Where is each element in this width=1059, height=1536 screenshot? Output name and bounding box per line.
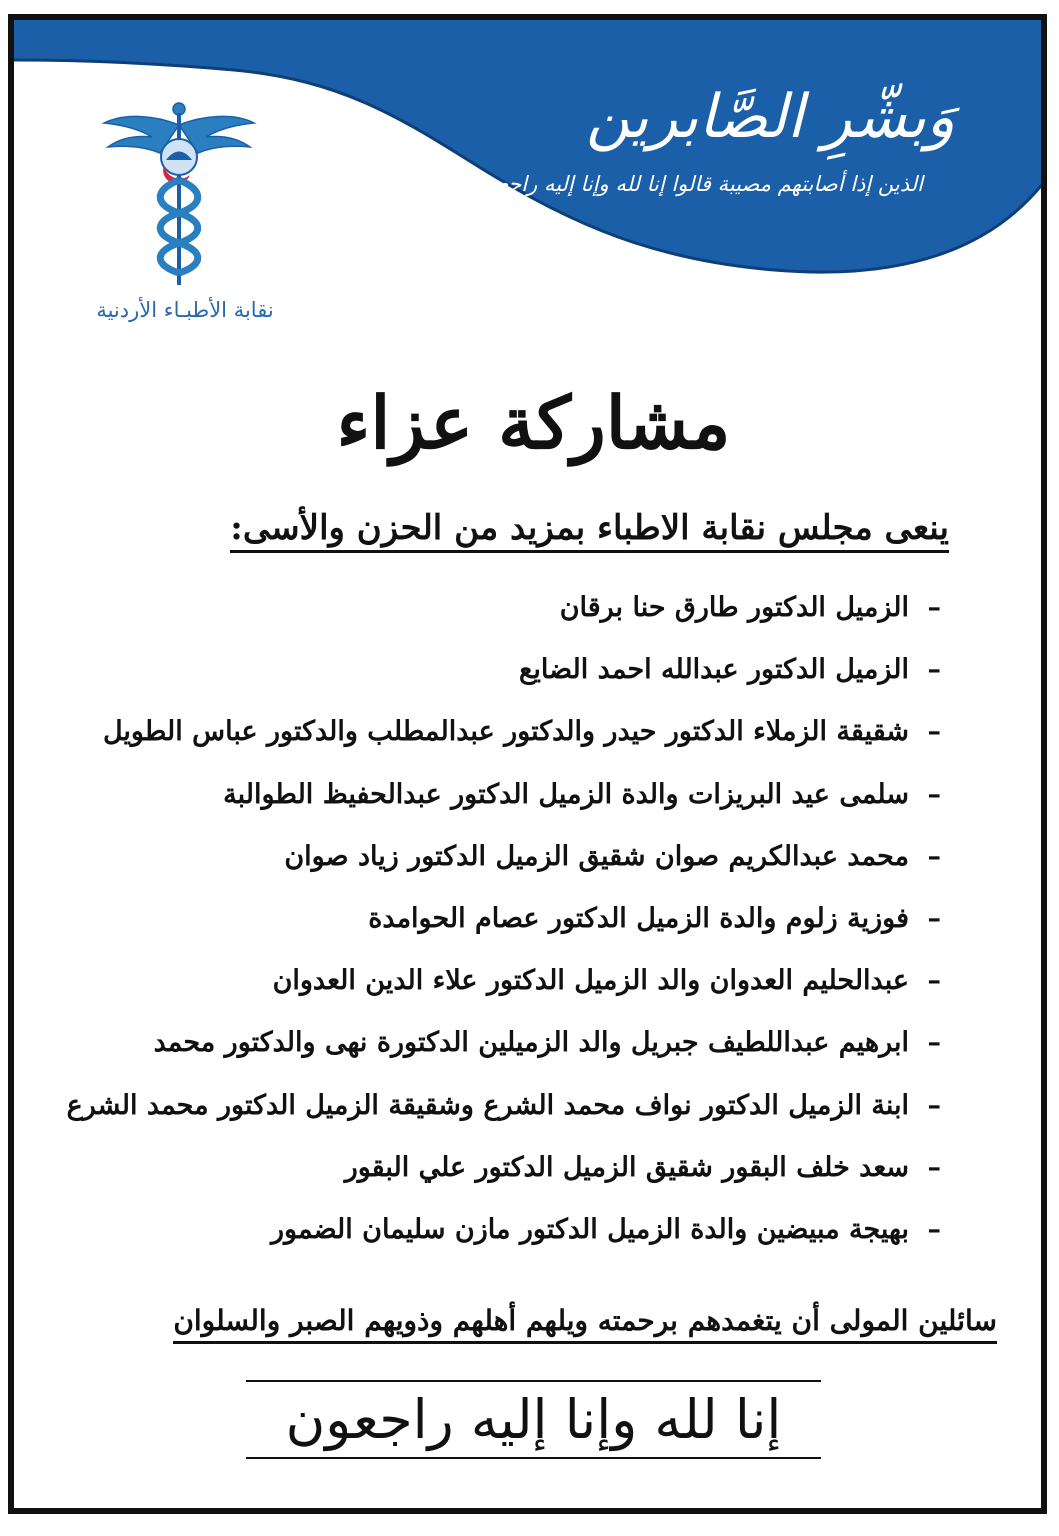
calligraphy-verse: إنا لله وإنا إليه راجعون xyxy=(14,1380,1047,1459)
page-title: مشاركة عزاء xyxy=(336,380,731,465)
header-verse-title: وَبشّرِ الصَّابرين xyxy=(586,82,955,152)
list-item: –بهيجة مبيضين والدة الزميل الدكتور مازن سليمان الضمور xyxy=(270,1213,941,1245)
list-item: –سلمى عيد البريزات والدة الزميل الدكتور عبدالحفيظ الطوالبة xyxy=(223,778,941,810)
list-item: –الزميل الدكتور طارق حنا برقان xyxy=(559,592,941,623)
header-verse-subtitle: الذين إذا أصابتهم مصيبة قالوا إنا لله وإنا إليه راجعون xyxy=(471,172,923,196)
condolence-list xyxy=(67,585,941,1269)
list-item: –سعد خلف البقور شقيق الزميل الدكتور علي البقور xyxy=(344,1151,941,1183)
list-item: –ابنة الزميل الدكتور نواف محمد الشرع وشقيقة الزميل الدكتور محمد الشرع xyxy=(66,1089,941,1121)
list-item: –عبدالحليم العدوان والد الزميل الدكتور علاء الدين العدوان xyxy=(272,965,941,997)
list-item: –شقيقة الزملاء الدكتور حيدر والدكتور عبدالمطلب والدكتور عباس الطويل xyxy=(102,716,941,748)
caduceus-with-dome-and-crescent-icon xyxy=(94,95,264,295)
notice-frame xyxy=(8,14,1047,1514)
closing-prayer: سائلين المولى أن يتغمدهم برحمته ويلهم أهلهم وذويهم الصبر والسلوان xyxy=(173,1304,997,1344)
intro-heading: ينعى مجلس نقابة الاطباء بمزيد من الحزن والأسى: xyxy=(230,508,949,553)
list-item: –الزميل الدكتور عبدالله احمد الضايع xyxy=(519,654,941,686)
logo-caption: نقابة الأطبـاء الأردنية xyxy=(96,298,274,322)
list-item: –ابرهيم عبداللطيف جبريل والد الزميلين الدكتورة نهى والدكتور محمد xyxy=(153,1027,941,1059)
list-item: –محمد عبدالكريم صوان شقيق الزميل الدكتور زياد صوان xyxy=(284,840,941,872)
list-item: –فوزية زلوم والدة الزميل الدكتور عصام الحوامدة xyxy=(368,902,941,934)
